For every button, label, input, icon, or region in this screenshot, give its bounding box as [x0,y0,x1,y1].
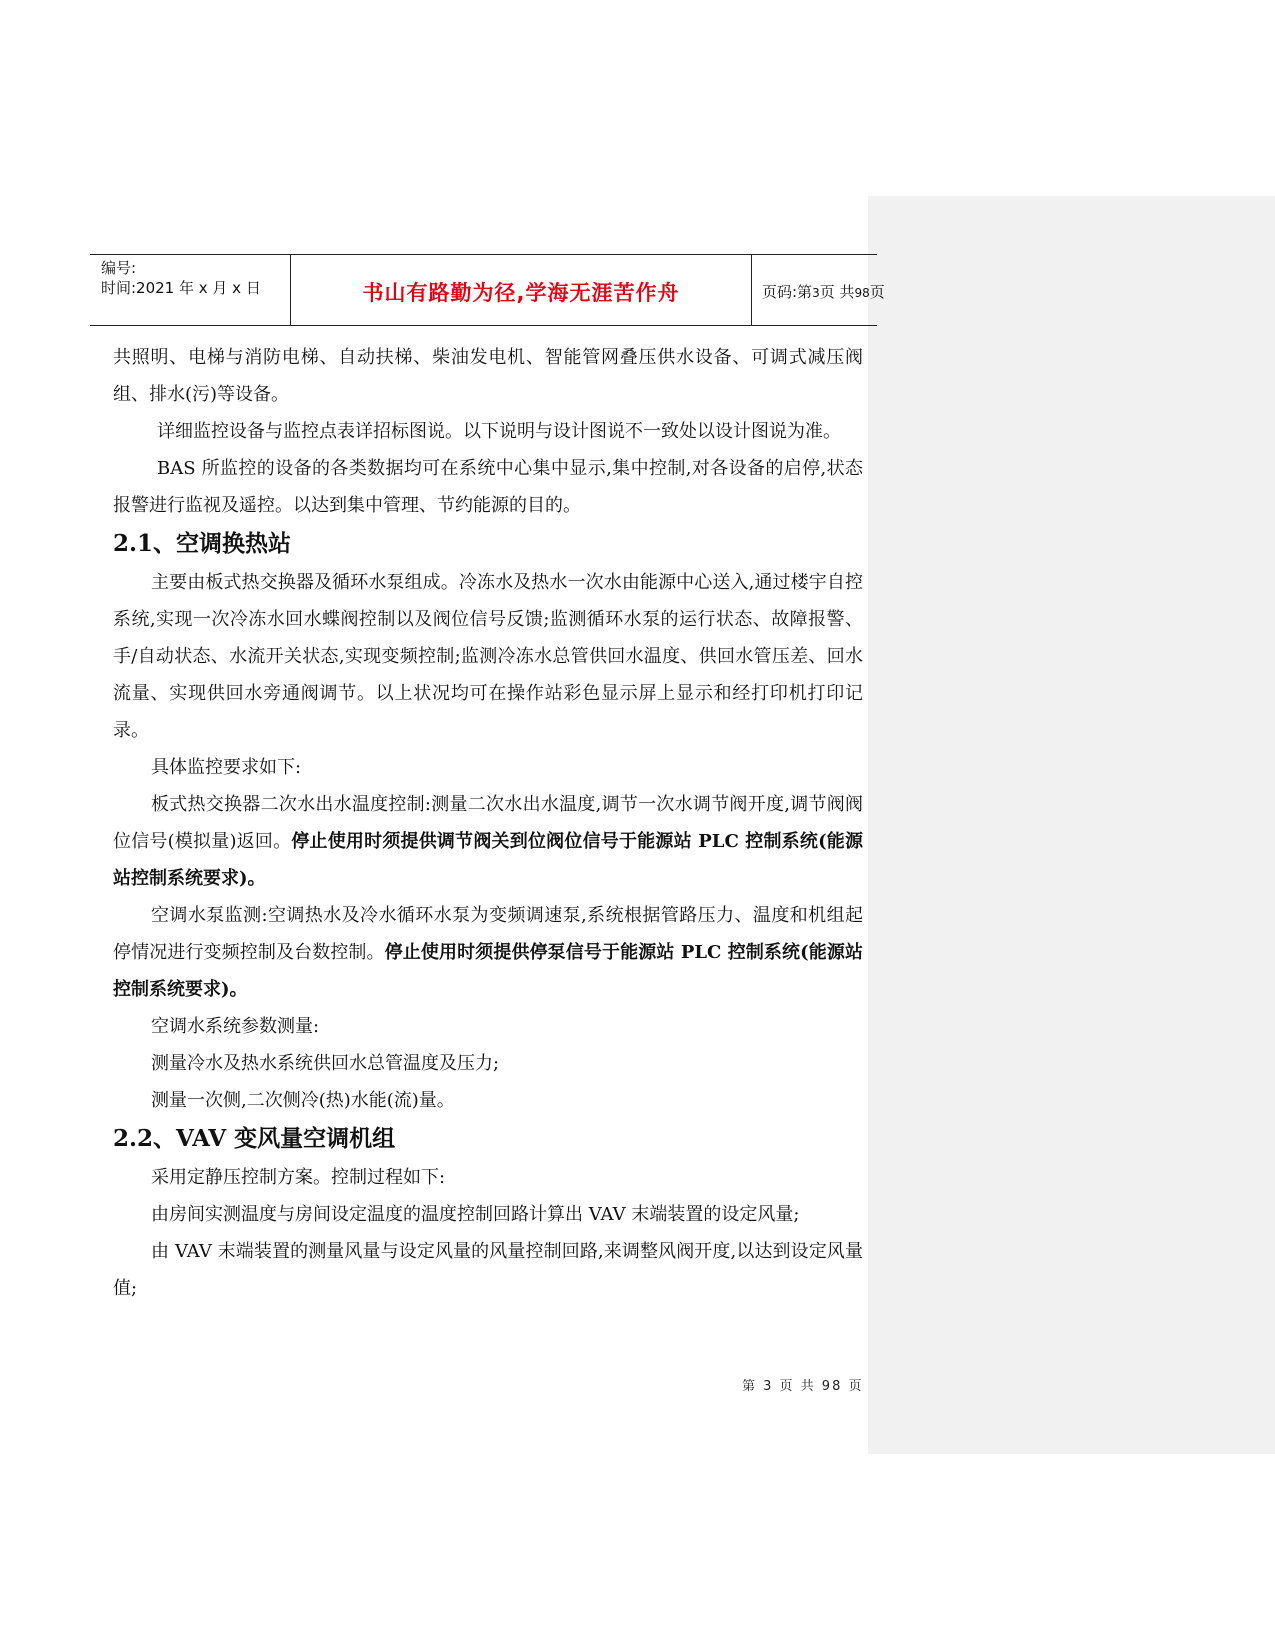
paragraph: BAS 所监控的设备的各类数据均可在系统中心集中显示,集中控制,对各设备的启停,状态报警进行监视及遥控。以达到集中管理、节约能源的目的。 [113,458,863,516]
page-current: 3 [812,286,820,300]
comment-pane [868,196,1275,1454]
motto: 书山有路勤为径,学海无涯苦作舟 [362,281,680,305]
paragraph-bold-text: 停止使用时须提供调节阀关到位阀位信号于能源站 PLC 控制系统(能源站控制系统要求)。 [113,831,863,889]
paragraph: 主要由板式热交换器及循环水泵组成。冷冻水及热水一次水由能源中心送入,通过楼宇自控系统,实现一次冷冻水回水蝶阀控制以及阀位信号反馈;监测循环水泵的运行状态、故障报警、手/自动状态、水流开关状态,实现变频控制;监测冷冻水总管供回水温度、供回水管压差、回水流量、实现供回水旁通阀调节。以上状况均可在操作站彩色显示屏上显示和经打印机打印记录。 [113,572,863,741]
paragraph: 测量一次侧,二次侧冷(热)水能(流)量。 [151,1090,455,1111]
header-page-number [762,281,885,302]
paragraph: 由房间实测温度与房间设定温度的温度控制回路计算出 VAV 末端装置的设定风量; [151,1204,800,1225]
page-header-table [90,254,885,326]
paragraph: 由 VAV 末端装置的测量风量与设定风量的风量控制回路,来调整风阀开度,以达到设定风量值; [113,1241,863,1299]
page-mid: 页 共 [819,283,855,301]
section-heading: 2.2、VAV 变风量空调机组 [113,1125,396,1152]
page-footer: 第 3 页 共 98 页 [742,1379,864,1394]
paragraph [113,897,863,1008]
paragraph-text: 空调水泵监测:空调热水及冷水循环水泵为变频调速泵,系统根据管路压力、温度和机组起停情况进行变频控制及台数控制。 [113,905,863,963]
paragraph: 详细监控设备与监控点表详招标图说。以下说明与设计图说不一致处以设计图说为准。 [157,421,841,442]
paragraph: 共照明、电梯与消防电梯、自动扶梯、柴油发电机、智能管网叠压供水设备、可调式减压阀组、排水(污)等设备。 [113,347,863,405]
paragraph: 空调水系统参数测量: [151,1016,320,1037]
paragraph-bold-text: 停止使用时须提供停泵信号于能源站 PLC 控制系统(能源站控制系统要求)。 [113,942,864,1000]
page-prefix: 页码:第 [762,283,813,301]
header-meta-cell [90,255,290,325]
page-suffix: 页 [869,283,885,301]
page-total: 98 [854,286,870,300]
paragraph: 采用定静压控制方案。控制过程如下: [151,1167,446,1188]
paragraph-text: 板式热交换器二次水出水温度控制:测量二次水出水温度,调节一次水调节阀开度,调节阀阀位信号(模拟量)返回。 [113,794,863,852]
serial-number-label: 编号: [101,259,137,277]
header-page-cell [752,255,885,325]
date-label: 时间:2021 年 x 月 x 日 [101,279,261,297]
section-heading: 2.1、空调换热站 [113,530,292,557]
document-body [113,339,863,1307]
paragraph [113,786,863,897]
paragraph: 具体监控要求如下: [151,757,302,778]
header-motto-cell [290,255,752,325]
paragraph: 测量冷水及热水系统供回水总管温度及压力; [151,1053,500,1074]
